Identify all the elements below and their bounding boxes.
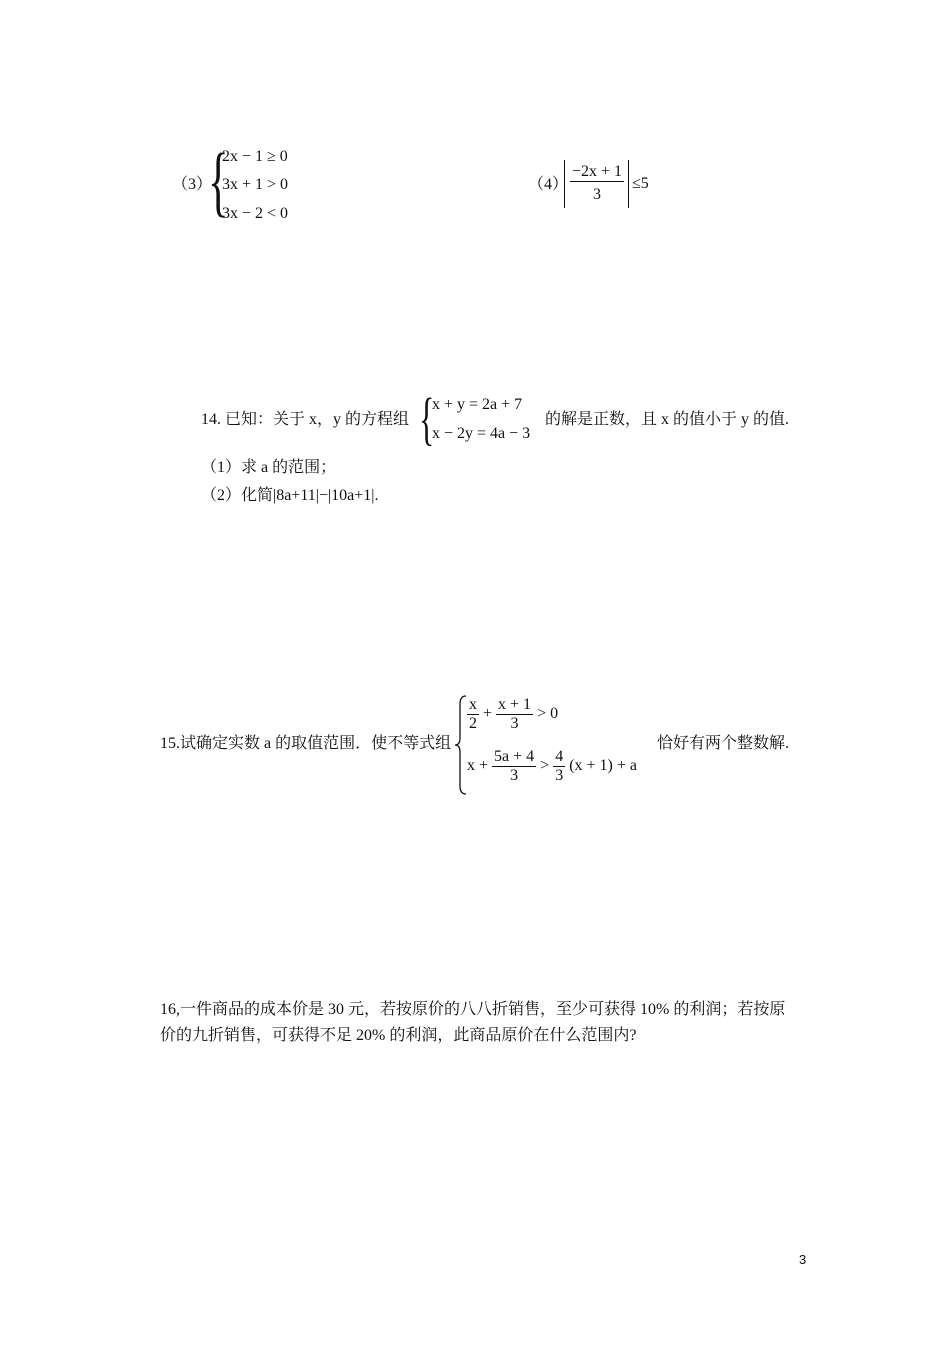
abs-bar-left xyxy=(564,160,565,208)
q15-line-2 xyxy=(467,748,637,785)
fraction-denominator: 3 xyxy=(510,767,519,784)
q14-suffix: 的解是正数，且 x 的值小于 y 的值. xyxy=(545,411,790,428)
q15-suffix: 恰好有两个整数解. xyxy=(657,735,790,752)
q15-brace xyxy=(454,694,468,796)
q14-brace: { xyxy=(419,386,435,451)
q14-equation-2: x − 2y = 4a − 3 xyxy=(432,425,531,442)
q16-line-1: 16,一件商品的成本价是 30 元，若按原价的八八折销售，至少可获得 10% 的利润；若按原 xyxy=(160,1001,786,1018)
q14-part-1: （1）求 a 的范围； xyxy=(201,459,337,476)
q15-line-1 xyxy=(467,696,558,733)
q14-part-2: （2）化简|8a+11|−|10a+1|. xyxy=(201,487,379,504)
fraction-denominator: 2 xyxy=(469,715,477,732)
q16-line-2: 价的九折销售，可获得不足 20% 的利润，此商品原价在什么范围内? xyxy=(160,1027,637,1044)
fraction-numerator: 5a + 4 xyxy=(494,748,535,765)
fraction-denominator: 3 xyxy=(555,767,564,784)
q15-fraction-x-over-2 xyxy=(467,696,479,733)
problem-4-denominator: 3 xyxy=(593,186,601,203)
fraction-numerator: 4 xyxy=(555,748,564,765)
abs-bar-right xyxy=(628,160,629,208)
page-number: 3 xyxy=(799,1252,807,1267)
fraction-numerator: x xyxy=(469,696,477,713)
q14-prefix: 14. 已知：关于 x，y 的方程组 xyxy=(201,411,410,428)
problem-4-label: （4） xyxy=(528,176,569,193)
problem-3-line-1: 2x − 1 ≥ 0 xyxy=(222,148,288,165)
problem-4-numerator: −2x + 1 xyxy=(571,163,623,180)
greater-than: > xyxy=(540,757,550,775)
q15-fraction-x-plus-1-over-3 xyxy=(496,696,533,733)
q15-fraction-4-over-3 xyxy=(553,748,565,785)
problem-3-label: （3） xyxy=(172,176,213,193)
problem-4-abs-value xyxy=(564,160,634,208)
fraction-denominator: 3 xyxy=(510,715,519,732)
plus-sign: + xyxy=(483,705,493,723)
q15-prefix: 15.试确定实数 a 的取值范围．使不等式组 xyxy=(160,735,452,752)
problem-3-line-3: 3x − 2 < 0 xyxy=(222,205,289,222)
problem-3-brace: { xyxy=(208,137,229,224)
q15-fraction-5a-plus-4-over-3 xyxy=(492,748,536,785)
fraction-numerator: x + 1 xyxy=(498,696,532,713)
x-plus: x + xyxy=(467,757,489,775)
q14-equation-1: x + y = 2a + 7 xyxy=(432,396,523,413)
relation: > 0 xyxy=(537,705,559,723)
expression-rest: (x + 1) + a xyxy=(569,757,637,775)
problem-4-relation: ≤5 xyxy=(632,175,649,192)
problem-3-line-2: 3x + 1 > 0 xyxy=(222,176,289,193)
